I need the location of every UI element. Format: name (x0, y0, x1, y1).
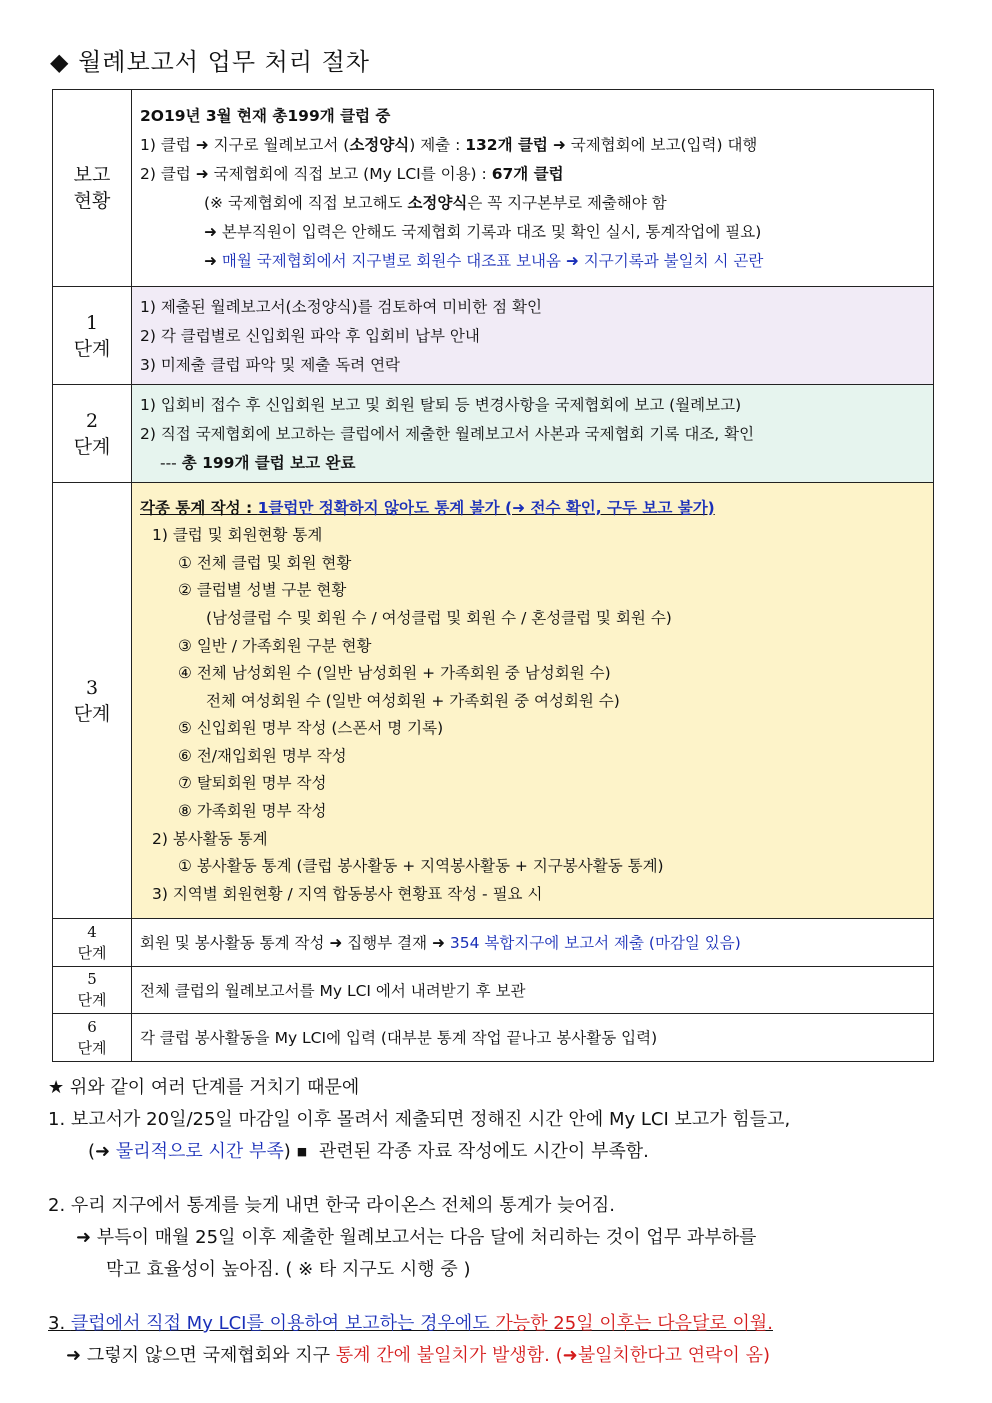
note-1-line-1: 1. 보고서가 20일/25일 마감일 이후 몰려서 제출되면 정해진 시간 안에 My LCI 보고가 힘들고, (48, 1109, 791, 1130)
text: 가능한 25일 이후는 다음달로 이월. (495, 1313, 773, 1334)
text: 매월 국제협회에서 지구별로 회원수 대조표 보내옴 ➜ 지구기록과 불일치 시 곤란 (221, 252, 764, 270)
step-line: 1) 제출된 월례보고서(소정양식)를 검토하여 미비한 점 확인 (140, 298, 542, 316)
row-label (53, 385, 132, 483)
status-line-1 (140, 131, 925, 160)
row-label-line: 단계 (77, 1038, 107, 1057)
row-label-line: 1 (85, 311, 99, 334)
text: 132개 클럽 (465, 136, 548, 154)
row-label (53, 967, 132, 1014)
row-content (132, 90, 934, 287)
status-heading: 2O19년 3월 현재 총199개 클럽 중 (140, 107, 391, 125)
row-label (53, 90, 132, 287)
spacer (48, 1168, 938, 1190)
step-line (140, 929, 925, 958)
text: 각종 통계 작성 : (140, 498, 258, 517)
text: 관련된 각종 자료 작성에도 시간이 부족함. (313, 1141, 649, 1162)
stats-heading (140, 495, 925, 523)
table-row-step-6 (53, 1014, 934, 1062)
note-3-line-2 (48, 1340, 938, 1372)
text: 은 꼭 지구본부로 제출해야 함 (467, 194, 667, 212)
procedure-table (52, 89, 934, 1062)
text: --- (160, 454, 182, 472)
step-line: ④ 전체 남성회원 수 (일반 남성회원 + 가족회원 중 남성회원 수) (178, 664, 611, 683)
step-line: 2) 봉사활동 통계 (152, 829, 268, 848)
step-line: (남성클럽 수 및 회원 수 / 여성클럽 및 회원 수 / 혼성클럽 및 회원 수) (206, 608, 672, 627)
row-content (132, 967, 934, 1014)
table-row-step-3 (53, 483, 934, 919)
table-row-step-2 (53, 385, 934, 483)
row-content (132, 385, 934, 483)
text: 67개 클럽 (491, 165, 564, 183)
step-line: 1) 클럽 및 회원현황 통계 (152, 526, 323, 545)
spacer (48, 1286, 938, 1308)
row-label-line: 4 (87, 922, 97, 941)
text: 1) 클럽 ➜ 지구로 월례보고서 ( (140, 136, 350, 154)
text: 클럽에서 직접 My LCI를 이용하여 보고하는 경우에도 (70, 1313, 496, 1334)
text: 1클럽만 정확하지 않아도 통계 불가 (➜ 전수 확인, 구두 보고 불가) (257, 498, 715, 517)
note-3-line-1 (48, 1308, 938, 1340)
step-line: 2) 각 클럽별로 신입회원 파악 후 입회비 납부 안내 (140, 327, 480, 345)
step-line: ① 봉사활동 통계 (클럽 봉사활동 + 지역봉사활동 + 지구봉사활동 통계) (178, 857, 664, 876)
row-label-line: 6 (87, 1017, 97, 1036)
note-2-line-2: ➜ 부득이 매월 25일 이후 제출한 월례보고서는 다음 달에 처리하는 것이 업무 과부하를 (76, 1227, 757, 1248)
note-2-line-3: 막고 효율성이 높아짐. ( ※ 타 지구도 시행 중 ) (106, 1259, 471, 1280)
row-label-line: 단계 (77, 991, 107, 1009)
row-label-line: 보고 (73, 164, 111, 186)
text: 354 복합지구에 보고서 제출 (마감일 있음) (449, 934, 741, 952)
text: 3. (48, 1313, 71, 1334)
table-row-report-status (53, 90, 934, 287)
step-line: 전체 여성회원 수 (일반 여성회원 + 가족회원 중 여성회원 수) (206, 691, 620, 710)
text: 총 199개 클럽 보고 완료 (181, 454, 356, 472)
status-line-3 (140, 189, 925, 218)
row-label-line: 5 (87, 970, 97, 988)
row-content (132, 1014, 934, 1062)
text: ➜ 그렇지 않으면 국제협회와 지구 (66, 1345, 336, 1366)
step-line: 2) 직접 국제협회에 보고하는 클럽에서 제출한 월례보고서 사본과 국제협회 기록 대조, 확인 (140, 425, 755, 443)
square-bullet-icon: ■ (296, 1145, 308, 1158)
text: 소정양식 (349, 136, 410, 154)
note-2-line-1: 2. 우리 지구에서 통계를 늦게 내면 한국 라이온스 전체의 통계가 늦어짐. (48, 1195, 615, 1216)
step-line: ③ 일반 / 가족회원 구분 현황 (178, 636, 372, 655)
text: ➜ (204, 252, 222, 270)
text: 회원 및 봉사활동 통계 작성 ➜ 집행부 결재 ➜ (140, 934, 450, 952)
step-line (140, 449, 925, 478)
text: ➜ 국제협회에 보고(입력) 대행 (547, 136, 758, 154)
status-line-2 (140, 160, 925, 189)
step-line: ⑤ 신입회원 명부 작성 (스폰서 명 기록) (178, 719, 444, 738)
notes-section (48, 1072, 938, 1372)
row-label-line: 단계 (73, 337, 111, 360)
notes-intro: ★ 위와 같이 여러 단계를 거치기 때문에 (48, 1077, 360, 1098)
row-label (53, 1014, 132, 1062)
table-row-step-1 (53, 287, 934, 385)
step-line: ⑧ 가족회원 명부 작성 (178, 802, 327, 821)
text: ) (283, 1141, 291, 1162)
text: 2) 클럽 ➜ 국제협회에 직접 보고 (My LCI를 이용) : (140, 165, 492, 183)
row-label-line: 2 (85, 409, 99, 432)
row-content (132, 919, 934, 967)
row-content (132, 287, 934, 385)
step-line: ① 전체 클럽 및 회원 현황 (178, 553, 352, 572)
text: (※ 국제협회에 직접 보고해도 (204, 194, 408, 212)
step-line: 3) 지역별 회원현황 / 지역 합동봉사 현황표 작성 - 필요 시 (152, 884, 543, 903)
status-line-5 (140, 247, 925, 276)
step-line: ⑥ 전/재입회원 명부 작성 (178, 746, 347, 765)
row-content (132, 483, 934, 919)
row-label-line: 단계 (77, 943, 107, 962)
step-line: 각 클럽 봉사활동을 My LCI에 입력 (대부분 통계 작업 끝나고 봉사활동 입력) (140, 1029, 658, 1047)
table-row-step-5 (53, 967, 934, 1014)
step-line: 3) 미제출 클럽 파악 및 제출 독려 연락 (140, 356, 401, 374)
page-title: ◆ 월례보고서 업무 처리 절차 (50, 48, 370, 76)
text: 통계 간에 불일치가 발생함. (➜불일치한다고 연락이 옴) (335, 1345, 771, 1366)
row-label-line: 단계 (73, 702, 111, 725)
text: 물리적으로 시간 부족 (115, 1141, 284, 1162)
row-label-line: 현황 (73, 190, 111, 212)
text: 소정양식 (407, 194, 468, 212)
text: (➜ (88, 1141, 116, 1162)
row-label (53, 483, 132, 919)
step-line: 1) 입회비 접수 후 신입회원 보고 및 회원 탈퇴 등 변경사항을 국제협회에 보고 (월례보고) (140, 396, 742, 414)
status-line-4: ➜ 본부직원이 입력은 안해도 국제협회 기록과 대조 및 확인 실시, 통계작업에 필요) (204, 223, 762, 241)
row-label-line: 3 (85, 676, 99, 699)
step-line: ② 클럽별 성별 구분 현황 (178, 581, 347, 600)
table-row-step-4 (53, 919, 934, 967)
row-label-line: 단계 (73, 435, 111, 458)
step-line: 전체 클럽의 월례보고서를 My LCI 에서 내려받기 후 보관 (140, 981, 526, 1000)
step-line: ⑦ 탈퇴회원 명부 작성 (178, 774, 327, 793)
text: ) 제출 : (409, 136, 466, 154)
row-label (53, 287, 132, 385)
note-1-line-2 (48, 1136, 938, 1168)
row-label (53, 919, 132, 967)
